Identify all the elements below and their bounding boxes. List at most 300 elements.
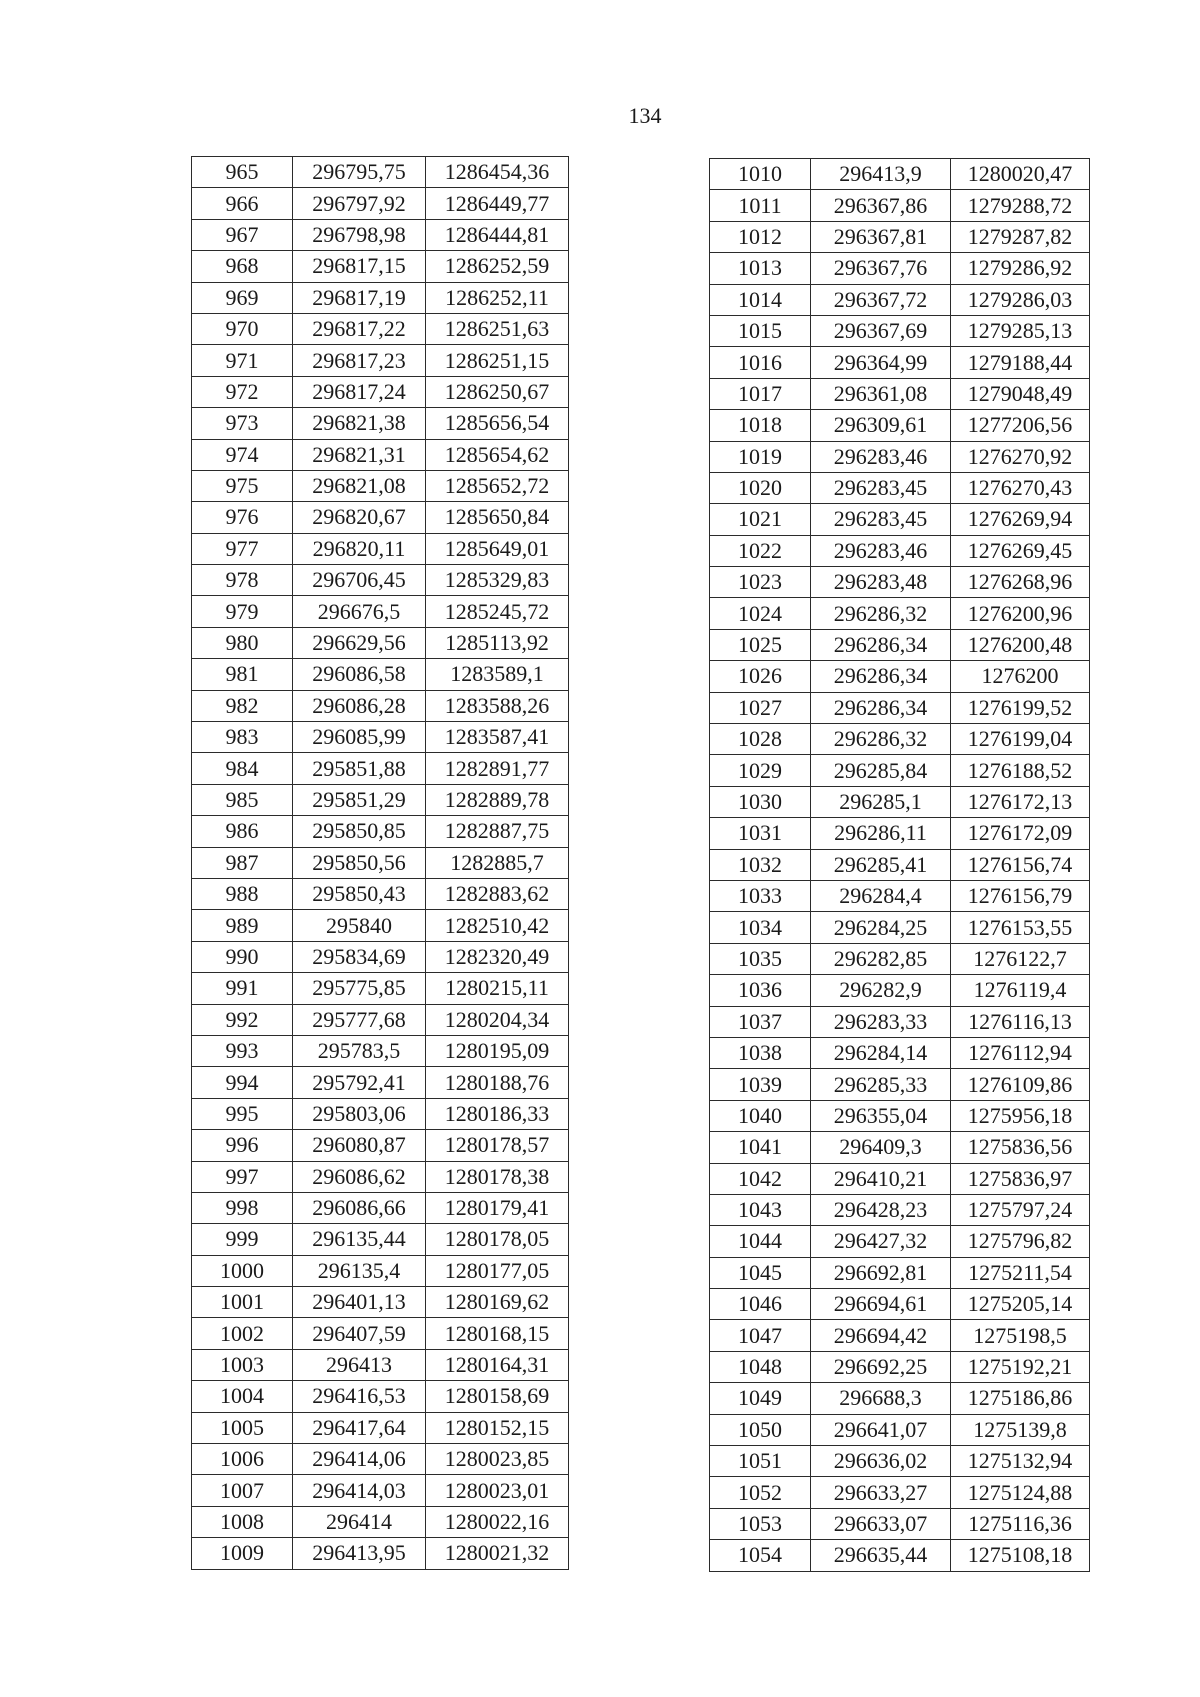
x-coordinate-cell: 295834,69 — [293, 941, 426, 972]
x-coordinate-cell: 296407,59 — [293, 1318, 426, 1349]
point-number-cell: 986 — [192, 816, 293, 847]
y-coordinate-cell: 1280168,15 — [426, 1318, 569, 1349]
x-coordinate-cell: 296410,21 — [811, 1163, 951, 1194]
table-row — [710, 347, 1090, 378]
point-number-cell: 997 — [192, 1161, 293, 1192]
x-coordinate-cell: 296401,13 — [293, 1287, 426, 1318]
y-coordinate-cell: 1276112,94 — [951, 1037, 1090, 1068]
x-coordinate-cell: 296820,67 — [293, 502, 426, 533]
point-number-cell: 1009 — [192, 1538, 293, 1569]
y-coordinate-cell: 1285245,72 — [426, 596, 569, 627]
x-coordinate-cell: 296135,44 — [293, 1224, 426, 1255]
table-row — [192, 1506, 569, 1537]
y-coordinate-cell: 1280179,41 — [426, 1192, 569, 1223]
table-row — [192, 910, 569, 941]
x-coordinate-cell: 296285,1 — [811, 786, 951, 817]
table-row — [192, 313, 569, 344]
y-coordinate-cell: 1280152,15 — [426, 1412, 569, 1443]
x-coordinate-cell: 296285,33 — [811, 1069, 951, 1100]
table-row — [192, 345, 569, 376]
point-number-cell: 982 — [192, 690, 293, 721]
x-coordinate-cell: 296629,56 — [293, 627, 426, 658]
y-coordinate-cell: 1280195,09 — [426, 1035, 569, 1066]
y-coordinate-cell: 1280164,31 — [426, 1349, 569, 1380]
table-row — [710, 1132, 1090, 1163]
point-number-cell: 981 — [192, 659, 293, 690]
point-number-cell: 1026 — [710, 661, 811, 692]
x-coordinate-cell: 296688,3 — [811, 1383, 951, 1414]
y-coordinate-cell: 1280021,32 — [426, 1538, 569, 1569]
x-coordinate-cell: 296283,45 — [811, 504, 951, 535]
point-number-cell: 978 — [192, 565, 293, 596]
x-coordinate-cell: 296135,4 — [293, 1255, 426, 1286]
x-coordinate-cell: 296798,98 — [293, 219, 426, 250]
point-number-cell: 1040 — [710, 1100, 811, 1131]
y-coordinate-cell: 1275192,21 — [951, 1351, 1090, 1382]
point-number-cell: 1023 — [710, 567, 811, 598]
x-coordinate-cell: 296282,85 — [811, 943, 951, 974]
y-coordinate-cell: 1275797,24 — [951, 1194, 1090, 1225]
point-number-cell: 1043 — [710, 1194, 811, 1225]
y-coordinate-cell: 1277206,56 — [951, 410, 1090, 441]
point-number-cell: 1020 — [710, 472, 811, 503]
x-coordinate-cell: 295850,56 — [293, 847, 426, 878]
table-row — [192, 596, 569, 627]
table-row — [710, 755, 1090, 786]
table-row — [192, 439, 569, 470]
table-row — [710, 504, 1090, 535]
point-number-cell: 1045 — [710, 1257, 811, 1288]
y-coordinate-cell: 1275956,18 — [951, 1100, 1090, 1131]
point-number-cell: 1011 — [710, 190, 811, 221]
y-coordinate-cell: 1280023,01 — [426, 1475, 569, 1506]
y-coordinate-cell: 1276269,45 — [951, 535, 1090, 566]
table-row — [710, 567, 1090, 598]
table-row — [710, 1257, 1090, 1288]
y-coordinate-cell: 1276199,04 — [951, 724, 1090, 755]
y-coordinate-cell: 1276199,52 — [951, 692, 1090, 723]
table-row — [710, 378, 1090, 409]
y-coordinate-cell: 1280020,47 — [951, 159, 1090, 190]
y-coordinate-cell: 1280169,62 — [426, 1287, 569, 1318]
table-row — [710, 598, 1090, 629]
point-number-cell: 990 — [192, 941, 293, 972]
y-coordinate-cell: 1285650,84 — [426, 502, 569, 533]
y-coordinate-cell: 1282891,77 — [426, 753, 569, 784]
table-row — [192, 1349, 569, 1380]
x-coordinate-cell: 296795,75 — [293, 157, 426, 188]
table-row — [192, 1538, 569, 1569]
table-row — [192, 1192, 569, 1223]
y-coordinate-cell: 1282885,7 — [426, 847, 569, 878]
table-row — [192, 251, 569, 282]
y-coordinate-cell: 1276200,48 — [951, 629, 1090, 660]
y-coordinate-cell: 1280178,57 — [426, 1130, 569, 1161]
x-coordinate-cell: 296821,08 — [293, 470, 426, 501]
point-number-cell: 1039 — [710, 1069, 811, 1100]
y-coordinate-cell: 1276200 — [951, 661, 1090, 692]
x-coordinate-cell: 296817,15 — [293, 251, 426, 282]
point-number-cell: 1047 — [710, 1320, 811, 1351]
table-row — [192, 1287, 569, 1318]
table-row — [192, 533, 569, 564]
y-coordinate-cell: 1276172,13 — [951, 786, 1090, 817]
point-number-cell: 1048 — [710, 1351, 811, 1382]
x-coordinate-cell: 295850,85 — [293, 816, 426, 847]
x-coordinate-cell: 296797,92 — [293, 188, 426, 219]
x-coordinate-cell: 296694,61 — [811, 1289, 951, 1320]
x-coordinate-cell: 296409,3 — [811, 1132, 951, 1163]
point-number-cell: 1044 — [710, 1226, 811, 1257]
x-coordinate-cell: 295840 — [293, 910, 426, 941]
point-number-cell: 1012 — [710, 221, 811, 252]
table-row — [192, 1318, 569, 1349]
x-coordinate-cell: 296367,76 — [811, 253, 951, 284]
table-row — [710, 1163, 1090, 1194]
table-row — [710, 786, 1090, 817]
coordinates-table-left — [191, 156, 569, 1570]
table-row — [710, 1446, 1090, 1477]
x-coordinate-cell: 295851,29 — [293, 784, 426, 815]
point-number-cell: 977 — [192, 533, 293, 564]
point-number-cell: 1029 — [710, 755, 811, 786]
x-coordinate-cell: 296417,64 — [293, 1412, 426, 1443]
x-coordinate-cell: 296283,46 — [811, 441, 951, 472]
y-coordinate-cell: 1286444,81 — [426, 219, 569, 250]
x-coordinate-cell: 296367,86 — [811, 190, 951, 221]
table-row — [192, 659, 569, 690]
table-row — [710, 1194, 1090, 1225]
table-row — [192, 408, 569, 439]
point-number-cell: 1018 — [710, 410, 811, 441]
point-number-cell: 1001 — [192, 1287, 293, 1318]
y-coordinate-cell: 1282883,62 — [426, 878, 569, 909]
table-row — [192, 1381, 569, 1412]
table-row — [192, 1475, 569, 1506]
x-coordinate-cell: 296367,81 — [811, 221, 951, 252]
point-number-cell: 1016 — [710, 347, 811, 378]
x-coordinate-cell: 295803,06 — [293, 1098, 426, 1129]
y-coordinate-cell: 1275198,5 — [951, 1320, 1090, 1351]
x-coordinate-cell: 296817,19 — [293, 282, 426, 313]
x-coordinate-cell: 296284,14 — [811, 1037, 951, 1068]
point-number-cell: 1054 — [710, 1540, 811, 1571]
y-coordinate-cell: 1286449,77 — [426, 188, 569, 219]
y-coordinate-cell: 1276270,92 — [951, 441, 1090, 472]
point-number-cell: 976 — [192, 502, 293, 533]
x-coordinate-cell: 296821,31 — [293, 439, 426, 470]
table-row — [710, 1414, 1090, 1445]
y-coordinate-cell: 1285654,62 — [426, 439, 569, 470]
y-coordinate-cell: 1276109,86 — [951, 1069, 1090, 1100]
point-number-cell: 996 — [192, 1130, 293, 1161]
point-number-cell: 1052 — [710, 1477, 811, 1508]
x-coordinate-cell: 296284,25 — [811, 912, 951, 943]
y-coordinate-cell: 1280177,05 — [426, 1255, 569, 1286]
point-number-cell: 972 — [192, 376, 293, 407]
table-row — [192, 376, 569, 407]
y-coordinate-cell: 1285649,01 — [426, 533, 569, 564]
table-row — [192, 1067, 569, 1098]
x-coordinate-cell: 295777,68 — [293, 1004, 426, 1035]
table-row — [192, 1161, 569, 1192]
point-number-cell: 1022 — [710, 535, 811, 566]
x-coordinate-cell: 296086,62 — [293, 1161, 426, 1192]
table-row — [192, 941, 569, 972]
y-coordinate-cell: 1285113,92 — [426, 627, 569, 658]
x-coordinate-cell: 296283,46 — [811, 535, 951, 566]
x-coordinate-cell: 296633,27 — [811, 1477, 951, 1508]
point-number-cell: 973 — [192, 408, 293, 439]
x-coordinate-cell: 296414,03 — [293, 1475, 426, 1506]
x-coordinate-cell: 296286,11 — [811, 818, 951, 849]
y-coordinate-cell: 1280178,38 — [426, 1161, 569, 1192]
x-coordinate-cell: 296283,48 — [811, 567, 951, 598]
y-coordinate-cell: 1275205,14 — [951, 1289, 1090, 1320]
x-coordinate-cell: 296692,81 — [811, 1257, 951, 1288]
y-coordinate-cell: 1283589,1 — [426, 659, 569, 690]
x-coordinate-cell: 295775,85 — [293, 973, 426, 1004]
table-row — [192, 1412, 569, 1443]
point-number-cell: 988 — [192, 878, 293, 909]
x-coordinate-cell: 296085,99 — [293, 722, 426, 753]
point-number-cell: 1028 — [710, 724, 811, 755]
y-coordinate-cell: 1275796,82 — [951, 1226, 1090, 1257]
point-number-cell: 970 — [192, 313, 293, 344]
x-coordinate-cell: 296086,28 — [293, 690, 426, 721]
y-coordinate-cell: 1282320,49 — [426, 941, 569, 972]
table-row — [192, 1130, 569, 1161]
point-number-cell: 1038 — [710, 1037, 811, 1068]
y-coordinate-cell: 1276172,09 — [951, 818, 1090, 849]
y-coordinate-cell: 1283587,41 — [426, 722, 569, 753]
x-coordinate-cell: 296413,95 — [293, 1538, 426, 1569]
x-coordinate-cell: 296414,06 — [293, 1444, 426, 1475]
y-coordinate-cell: 1286250,67 — [426, 376, 569, 407]
x-coordinate-cell: 296676,5 — [293, 596, 426, 627]
y-coordinate-cell: 1286454,36 — [426, 157, 569, 188]
y-coordinate-cell: 1276268,96 — [951, 567, 1090, 598]
table-row — [192, 753, 569, 784]
table-row — [710, 1006, 1090, 1037]
point-number-cell: 1037 — [710, 1006, 811, 1037]
coordinates-table-right — [709, 158, 1090, 1572]
y-coordinate-cell: 1275186,86 — [951, 1383, 1090, 1414]
point-number-cell: 1003 — [192, 1349, 293, 1380]
y-coordinate-cell: 1286251,63 — [426, 313, 569, 344]
x-coordinate-cell: 296633,07 — [811, 1508, 951, 1539]
table-row — [710, 692, 1090, 723]
x-coordinate-cell: 296428,23 — [811, 1194, 951, 1225]
table-row — [710, 441, 1090, 472]
point-number-cell: 1004 — [192, 1381, 293, 1412]
point-number-cell: 1021 — [710, 504, 811, 535]
table-row — [710, 284, 1090, 315]
y-coordinate-cell: 1282889,78 — [426, 784, 569, 815]
y-coordinate-cell: 1279048,49 — [951, 378, 1090, 409]
table-row — [710, 912, 1090, 943]
table-row — [192, 1255, 569, 1286]
point-number-cell: 1035 — [710, 943, 811, 974]
point-number-cell: 998 — [192, 1192, 293, 1223]
table-row — [192, 565, 569, 596]
y-coordinate-cell: 1279285,13 — [951, 315, 1090, 346]
y-coordinate-cell: 1279288,72 — [951, 190, 1090, 221]
x-coordinate-cell: 296286,34 — [811, 692, 951, 723]
table-row — [710, 1320, 1090, 1351]
y-coordinate-cell: 1280158,69 — [426, 1381, 569, 1412]
x-coordinate-cell: 296635,44 — [811, 1540, 951, 1571]
table-row — [192, 502, 569, 533]
x-coordinate-cell: 296285,84 — [811, 755, 951, 786]
x-coordinate-cell: 295792,41 — [293, 1067, 426, 1098]
table-row — [192, 878, 569, 909]
point-number-cell: 1041 — [710, 1132, 811, 1163]
point-number-cell: 971 — [192, 345, 293, 376]
page-number: 134 — [628, 103, 662, 128]
y-coordinate-cell: 1280023,85 — [426, 1444, 569, 1475]
x-coordinate-cell: 296817,22 — [293, 313, 426, 344]
x-coordinate-cell: 296086,58 — [293, 659, 426, 690]
table-row — [710, 410, 1090, 441]
table-row — [192, 1098, 569, 1129]
x-coordinate-cell: 296355,04 — [811, 1100, 951, 1131]
x-coordinate-cell: 296367,72 — [811, 284, 951, 315]
y-coordinate-cell: 1280204,34 — [426, 1004, 569, 1035]
x-coordinate-cell: 296413,9 — [811, 159, 951, 190]
y-coordinate-cell: 1282510,42 — [426, 910, 569, 941]
point-number-cell: 987 — [192, 847, 293, 878]
point-number-cell: 983 — [192, 722, 293, 753]
y-coordinate-cell: 1280188,76 — [426, 1067, 569, 1098]
y-coordinate-cell: 1276156,74 — [951, 849, 1090, 880]
x-coordinate-cell: 296821,38 — [293, 408, 426, 439]
y-coordinate-cell: 1280178,05 — [426, 1224, 569, 1255]
point-number-cell: 1036 — [710, 975, 811, 1006]
y-coordinate-cell: 1276116,13 — [951, 1006, 1090, 1037]
point-number-cell: 980 — [192, 627, 293, 658]
point-number-cell: 994 — [192, 1067, 293, 1098]
table-row — [710, 1540, 1090, 1571]
y-coordinate-cell: 1286252,11 — [426, 282, 569, 313]
table-row — [710, 1508, 1090, 1539]
point-number-cell: 1006 — [192, 1444, 293, 1475]
point-number-cell: 1027 — [710, 692, 811, 723]
point-number-cell: 993 — [192, 1035, 293, 1066]
x-coordinate-cell: 296641,07 — [811, 1414, 951, 1445]
x-coordinate-cell: 296286,32 — [811, 724, 951, 755]
y-coordinate-cell: 1280215,11 — [426, 973, 569, 1004]
point-number-cell: 1042 — [710, 1163, 811, 1194]
y-coordinate-cell: 1285329,83 — [426, 565, 569, 596]
table-row — [710, 880, 1090, 911]
point-number-cell: 1024 — [710, 598, 811, 629]
point-number-cell: 989 — [192, 910, 293, 941]
table-row — [710, 975, 1090, 1006]
y-coordinate-cell: 1283588,26 — [426, 690, 569, 721]
y-coordinate-cell: 1279286,92 — [951, 253, 1090, 284]
x-coordinate-cell: 296309,61 — [811, 410, 951, 441]
point-number-cell: 995 — [192, 1098, 293, 1129]
point-number-cell: 966 — [192, 188, 293, 219]
y-coordinate-cell: 1275124,88 — [951, 1477, 1090, 1508]
table-row — [710, 1477, 1090, 1508]
point-number-cell: 967 — [192, 219, 293, 250]
y-coordinate-cell: 1276200,96 — [951, 598, 1090, 629]
y-coordinate-cell: 1279287,82 — [951, 221, 1090, 252]
point-number-cell: 1025 — [710, 629, 811, 660]
x-coordinate-cell: 296416,53 — [293, 1381, 426, 1412]
y-coordinate-cell: 1285652,72 — [426, 470, 569, 501]
point-number-cell: 1049 — [710, 1383, 811, 1414]
x-coordinate-cell: 296285,41 — [811, 849, 951, 880]
point-number-cell: 969 — [192, 282, 293, 313]
point-number-cell: 999 — [192, 1224, 293, 1255]
x-coordinate-cell: 296706,45 — [293, 565, 426, 596]
table-row — [710, 1100, 1090, 1131]
point-number-cell: 1033 — [710, 880, 811, 911]
table-row — [710, 472, 1090, 503]
y-coordinate-cell: 1280186,33 — [426, 1098, 569, 1129]
table-row — [192, 1004, 569, 1035]
x-coordinate-cell: 296286,34 — [811, 661, 951, 692]
x-coordinate-cell: 296817,23 — [293, 345, 426, 376]
table-row — [710, 190, 1090, 221]
y-coordinate-cell: 1279188,44 — [951, 347, 1090, 378]
table-row — [710, 849, 1090, 880]
x-coordinate-cell: 296414 — [293, 1506, 426, 1537]
table-row — [192, 973, 569, 1004]
y-coordinate-cell: 1275836,56 — [951, 1132, 1090, 1163]
table-row — [710, 253, 1090, 284]
table-row — [710, 315, 1090, 346]
y-coordinate-cell: 1275116,36 — [951, 1508, 1090, 1539]
point-number-cell: 1010 — [710, 159, 811, 190]
y-coordinate-cell: 1276188,52 — [951, 755, 1090, 786]
y-coordinate-cell: 1275132,94 — [951, 1446, 1090, 1477]
x-coordinate-cell: 295850,43 — [293, 878, 426, 909]
table-row — [192, 157, 569, 188]
x-coordinate-cell: 295783,5 — [293, 1035, 426, 1066]
y-coordinate-cell: 1276270,43 — [951, 472, 1090, 503]
x-coordinate-cell: 296692,25 — [811, 1351, 951, 1382]
x-coordinate-cell: 296283,45 — [811, 472, 951, 503]
point-number-cell: 992 — [192, 1004, 293, 1035]
y-coordinate-cell: 1286252,59 — [426, 251, 569, 282]
x-coordinate-cell: 296286,32 — [811, 598, 951, 629]
point-number-cell: 1053 — [710, 1508, 811, 1539]
table-row — [192, 627, 569, 658]
y-coordinate-cell: 1276269,94 — [951, 504, 1090, 535]
point-number-cell: 1007 — [192, 1475, 293, 1506]
point-number-cell: 1019 — [710, 441, 811, 472]
point-number-cell: 1002 — [192, 1318, 293, 1349]
x-coordinate-cell: 296282,9 — [811, 975, 951, 1006]
point-number-cell: 975 — [192, 470, 293, 501]
table-row — [710, 661, 1090, 692]
table-row — [710, 943, 1090, 974]
table-row — [710, 221, 1090, 252]
point-number-cell: 991 — [192, 973, 293, 1004]
y-coordinate-cell: 1275108,18 — [951, 1540, 1090, 1571]
x-coordinate-cell: 296284,4 — [811, 880, 951, 911]
point-number-cell: 968 — [192, 251, 293, 282]
point-number-cell: 985 — [192, 784, 293, 815]
y-coordinate-cell: 1275139,8 — [951, 1414, 1090, 1445]
x-coordinate-cell: 296367,69 — [811, 315, 951, 346]
x-coordinate-cell: 296636,02 — [811, 1446, 951, 1477]
y-coordinate-cell: 1275836,97 — [951, 1163, 1090, 1194]
